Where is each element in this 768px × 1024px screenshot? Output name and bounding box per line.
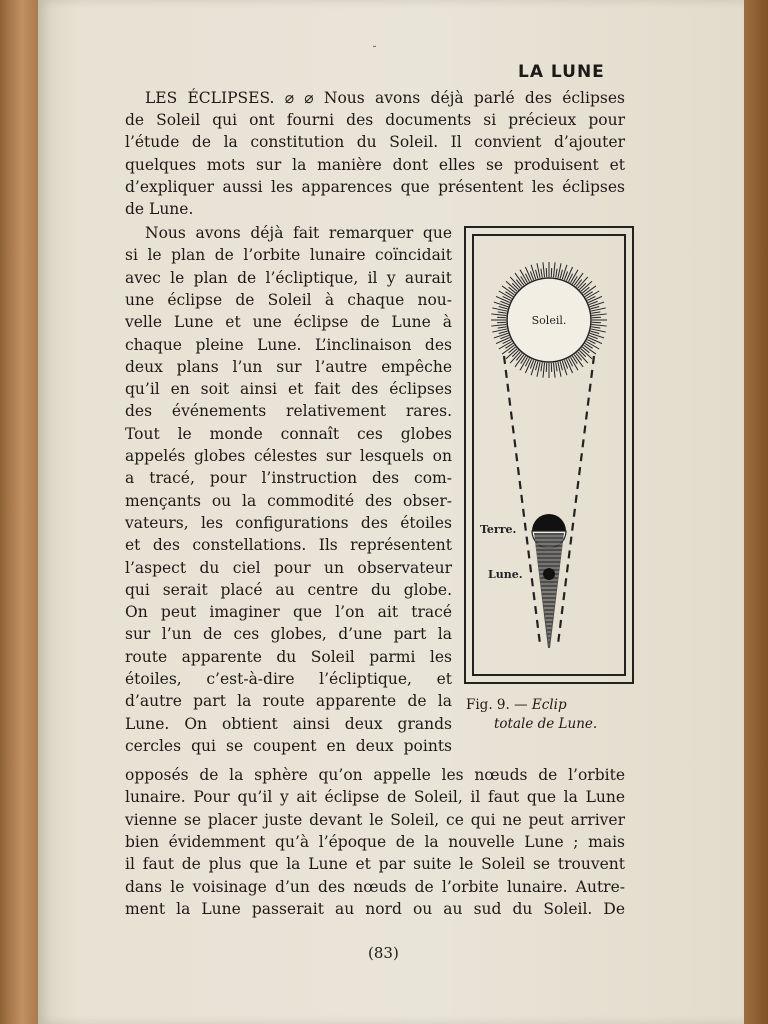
intro-line-4: d’expliquer aussi les apparences que présentent les éclipses [125,178,625,196]
wide-line: vienne se placer juste devant le Soleil, ce qui ne peut arriver [125,810,625,829]
moon-label: Lune. [488,568,523,581]
narrow-line: sur l’un de ces globes, d’une part la [125,625,452,644]
narrow-line: cercles qui se coupent en deux points [125,736,452,755]
narrow-line: route apparente du Soleil parmi les [125,647,452,666]
figure-frame [464,226,634,684]
shadow-line-right [558,356,594,644]
figure-caption [466,696,636,734]
wide-line: opposés de la sphère qu’on appelle les nœuds de l’orbite [125,766,625,784]
narrow-line: mençants ou la commodité des obser- [125,491,452,510]
earth-shadow-cone [534,533,564,648]
caption-italic-2: totale de Lune. [494,716,598,732]
caption-prefix: Fig. 9. — [466,697,528,713]
narrow-line: deux plans l’un sur l’autre empêche [125,357,452,376]
narrow-line: a tracé, pour l’instruction des com- [125,469,452,488]
narrow-line: des événements relativement rares. [125,402,452,421]
section-title: LES ÉCLIPSES. [145,89,275,107]
wide-line: il faut de plus que la Lune et par suite le Soleil se trouvent [125,855,625,874]
caption-italic-1: Eclip [531,697,567,713]
narrow-line: qu’il en soit ainsi et fait des éclipses [125,380,452,399]
print-mark: ˘ [372,46,377,57]
narrow-line: une éclipse de Soleil à chaque nou- [125,290,452,309]
figure-inner-frame [472,234,626,676]
page-number: (83) [368,944,399,962]
narrow-line: velle Lune et une éclipse de Lune à [125,313,452,332]
wide-line: ment la Lune passerait au nord ou au sud du Soleil. De [125,899,625,918]
moon-disc [543,568,555,580]
ornament-icon: ⌀ ⌀ [284,89,314,107]
intro-line-0 [145,88,625,108]
wide-line: lunaire. Pour qu’il y ait éclipse de Soleil, il faut que la Lune [125,788,625,807]
wooden-table-right [742,0,768,1024]
narrow-line: Nous avons déjà fait remarquer que [145,224,452,242]
narrow-line: On peut imaginer que l’on ait tracé [125,603,452,622]
narrow-line: chaque pleine Lune. L’inclinaison des [125,335,452,354]
wide-line: bien évidemment qu’à l’époque de la nouvelle Lune ; mais [125,832,625,851]
narrow-line: et des constellations. Ils représentent [125,536,452,555]
narrow-line: Lune. On obtient ainsi deux grands [125,714,452,733]
intro-line-1: de Soleil qui ont fourni des documents si précieux pour [125,111,625,129]
running-title: LA LUNE [518,62,605,82]
narrow-line: qui serait placé au centre du globe. [125,580,452,599]
eclipse-diagram [474,236,624,674]
narrow-line: avec le plan de l’écliptique, il y aurait [125,268,452,287]
narrow-line: l’aspect du ciel pour un observateur [125,558,452,577]
shadow-line-left [504,356,540,644]
earth-label: Terre. [480,523,517,536]
narrow-line: si le plan de l’orbite lunaire coïncidait [125,246,452,265]
earth-shadow-half [532,514,566,531]
narrow-line: étoiles, c’est-à-dire l’écliptique, et [125,670,452,688]
sun-label: Soleil. [531,314,567,327]
wide-line: dans le voisinage d’un des nœuds de l’orbite lunaire. Autre- [125,877,625,896]
intro-line-3: quelques mots sur la manière dont elles se produisent et [125,156,625,174]
narrow-line: Tout le monde connaît ces globes [125,424,452,443]
narrow-line: appelés globes célestes sur lesquels on [125,447,452,465]
narrow-line: vateurs, les configurations des étoiles [125,513,452,532]
intro-text: Nous avons déjà parlé des éclipses [323,89,625,107]
wooden-table-left [0,0,40,1024]
intro-line-2: l’étude de la constitution du Soleil. Il convient d’ajouter [125,133,625,151]
narrow-line: d’autre part la route apparente de la [125,692,452,711]
intro-line-5: de Lune. [125,200,194,218]
